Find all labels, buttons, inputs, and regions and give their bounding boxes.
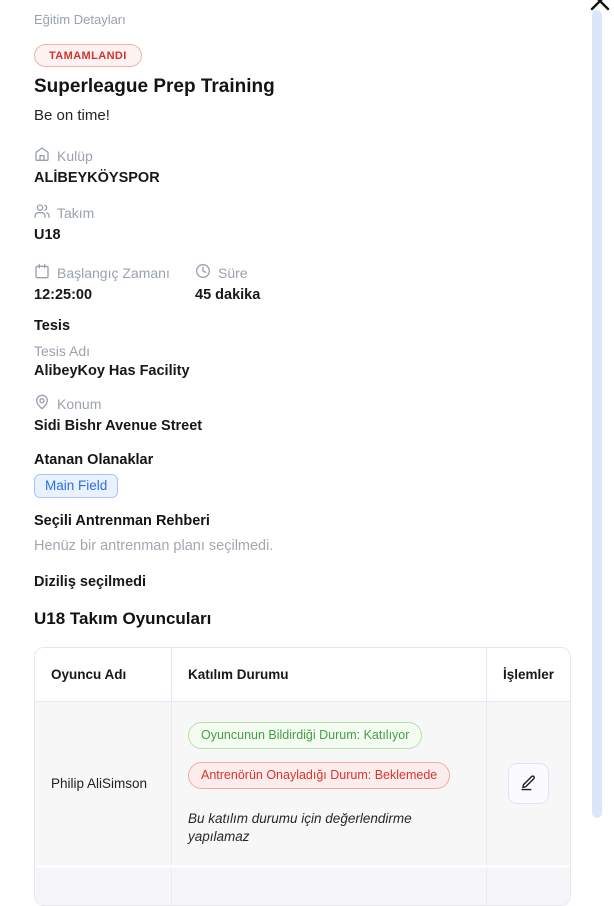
facility-name-label: Tesis Adı — [34, 343, 91, 359]
start-time-label: Başlangıç Zamanı — [57, 264, 170, 281]
guide-section-title: Seçili Antrenman Rehberi — [34, 513, 210, 529]
location-value: Sidi Bishr Avenue Street — [34, 418, 203, 434]
club-value: ALİBEYKÖYSPOR — [34, 170, 160, 186]
edit-attendance-button[interactable] — [508, 763, 549, 804]
col-header-attendance: Katılım Durumu — [171, 648, 486, 701]
player-status-badge: Oyuncunun Bildirdiği Durum: Katılıyor — [188, 722, 422, 749]
duration-label: Süre — [218, 264, 248, 281]
users-icon — [34, 203, 50, 222]
facility-tag: Main Field — [34, 474, 118, 498]
coach-status-badge: Antrenörün Onayladığı Durum: Beklemede — [188, 762, 450, 789]
assigned-section-title: Atanan Olanaklar — [34, 452, 154, 468]
start-time-value: 12:25:00 — [34, 287, 93, 303]
calendar-icon — [34, 263, 50, 282]
guide-empty-text: Henüz bir antrenman planı seçilmedi. — [34, 538, 274, 554]
location-label: Konum — [57, 395, 102, 412]
attendance-note: Bu katılım durumu için değerlendirme yapılamaz — [188, 811, 412, 844]
col-header-actions: İşlemler — [486, 648, 570, 701]
col-header-player-name: Oyuncu Adı — [35, 648, 171, 701]
training-title: Superleague Prep Training — [34, 76, 275, 97]
scrollbar-thumb[interactable] — [592, 10, 602, 818]
home-icon — [34, 146, 50, 165]
duration-value: 45 dakika — [195, 287, 261, 303]
actions-cell — [486, 702, 570, 865]
players-table — [34, 647, 571, 906]
table-header-row — [35, 648, 570, 701]
time-duration-row — [34, 263, 571, 303]
status-badge: TAMAMLANDI — [34, 44, 142, 67]
club-label: Kulüp — [57, 147, 93, 164]
drawer-title: Eğitim Detayları — [34, 12, 126, 27]
club-field — [34, 146, 571, 186]
location-field — [34, 394, 571, 434]
players-section-title: U18 Takım Oyuncuları — [34, 609, 212, 628]
facility-name-value: AlibeyKoy Has Facility — [34, 363, 190, 379]
player-name: Philip AliSimson — [51, 776, 148, 792]
map-pin-icon — [34, 394, 50, 413]
facility-section-title: Tesis — [34, 318, 71, 334]
start-time-field — [34, 263, 195, 303]
team-value: U18 — [34, 227, 61, 243]
lineup-empty-text: Diziliş seçilmedi — [34, 574, 147, 590]
table-row — [35, 701, 570, 865]
clock-icon — [195, 263, 211, 282]
team-label: Takım — [57, 204, 95, 221]
facility-name-field — [34, 343, 571, 379]
training-note: Be on time! — [34, 107, 110, 124]
table-row-partial — [35, 865, 570, 905]
team-field — [34, 203, 571, 243]
pencil-icon — [520, 774, 537, 794]
duration-field — [195, 263, 571, 303]
attendance-cell — [171, 702, 486, 865]
